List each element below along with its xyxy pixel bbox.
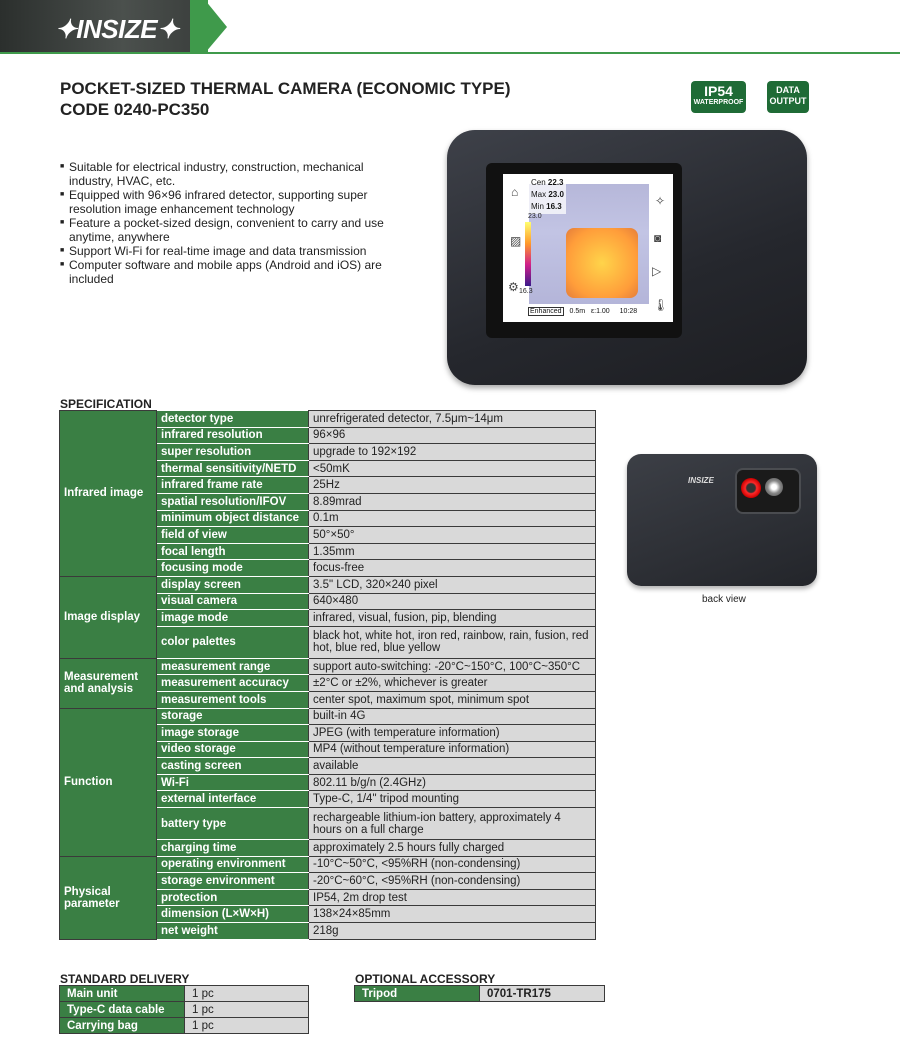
spec-value: 640×480 — [309, 593, 596, 610]
accessory-code: 0701-TR175 — [480, 986, 605, 1002]
spec-value: 50°×50° — [309, 527, 596, 544]
spec-value: 802.11 b/g/n (2.4GHz) — [309, 774, 596, 791]
standard-delivery-table — [59, 985, 309, 1034]
spec-value: <50mK — [309, 460, 596, 477]
optional-accessory-table — [354, 985, 605, 1002]
optional-accessory-heading: OPTIONAL ACCESSORY — [355, 972, 496, 986]
accessory-name: Tripod — [355, 986, 480, 1002]
visual-lens — [765, 478, 783, 496]
spec-label: measurement range — [157, 658, 309, 675]
spec-label: color palettes — [157, 626, 309, 658]
spec-category: Infrared image — [60, 411, 157, 577]
delivery-qty: 1 pc — [185, 986, 309, 1002]
spec-label: focusing mode — [157, 560, 309, 577]
spec-value: 96×96 — [309, 427, 596, 444]
data-output-line2: OUTPUT — [769, 96, 807, 106]
product-title — [60, 78, 511, 120]
spec-value: 8.89mrad — [309, 493, 596, 510]
spec-label: image storage — [157, 725, 309, 742]
feature-item: ■ Computer software and mobile apps (Android and iOS) are included — [60, 258, 400, 286]
back-view-caption: back view — [702, 594, 746, 605]
spec-value: support auto-switching: -20°C~150°C, 100°C~350°C — [309, 658, 596, 675]
spec-value: black hot, white hot, iron red, rainbow, rain, fusion, red hot, blue red, blue yellow — [309, 626, 596, 658]
spec-value: 25Hz — [309, 477, 596, 494]
spec-label: video storage — [157, 741, 309, 758]
spec-value: available — [309, 758, 596, 775]
spec-label: external interface — [157, 791, 309, 808]
standard-delivery-heading: STANDARD DELIVERY — [60, 972, 190, 986]
spec-label: infrared frame rate — [157, 477, 309, 494]
spec-label: dimension (L×W×H) — [157, 906, 309, 923]
spec-value: unrefrigerated detector, 7.5μm~14μm — [309, 411, 596, 428]
spec-label: image mode — [157, 610, 309, 627]
spec-value: IP54, 2m drop test — [309, 889, 596, 906]
delivery-item: Main unit — [60, 986, 185, 1002]
delivery-qty: 1 pc — [185, 1002, 309, 1018]
spec-label: protection — [157, 889, 309, 906]
color-scale-bar — [525, 222, 531, 286]
spec-category: Measurement and analysis — [60, 658, 157, 708]
spec-label: net weight — [157, 923, 309, 940]
spec-value: 218g — [309, 923, 596, 940]
spec-label: display screen — [157, 576, 309, 593]
scale-min-label: 16.3 — [519, 288, 533, 295]
table-row — [60, 1018, 309, 1034]
spec-value: ±2°C or ±2%, whichever is greater — [309, 675, 596, 692]
ip54-badge-subtitle: WATERPROOF — [693, 99, 744, 106]
camera-icon: ◙ — [654, 231, 662, 245]
back-logo: INSIZE — [688, 476, 714, 485]
spec-value: 0.1m — [309, 510, 596, 527]
spec-label: minimum object distance — [157, 510, 309, 527]
brand-logo: ✦INSIZE✦ — [55, 14, 179, 44]
product-code: CODE 0240-PC350 — [60, 100, 210, 119]
infrared-lens — [741, 478, 761, 498]
ip54-badge-title: IP54 — [704, 83, 733, 99]
spec-value: MP4 (without temperature information) — [309, 741, 596, 758]
spec-value: focus-free — [309, 560, 596, 577]
table-row — [60, 986, 309, 1002]
header-arrow — [205, 0, 227, 53]
spec-value: built-in 4G — [309, 708, 596, 725]
table-row — [60, 708, 596, 725]
table-row — [60, 411, 596, 428]
delivery-item: Carrying bag — [60, 1018, 185, 1034]
spec-value: -10°C~50°C, <95%RH (non-condensing) — [309, 856, 596, 873]
thermometer-icon: 🌡 — [653, 298, 669, 312]
table-row — [355, 986, 605, 1002]
specification-table — [59, 410, 596, 940]
spec-value: 1.35mm — [309, 543, 596, 560]
table-row — [60, 576, 596, 593]
feature-list — [60, 160, 400, 286]
scale-max-label: 23.0 — [528, 213, 542, 220]
delivery-qty: 1 pc — [185, 1018, 309, 1034]
hot-spot — [566, 228, 638, 298]
spec-label: visual camera — [157, 593, 309, 610]
spec-label: battery type — [157, 808, 309, 840]
temperature-readout: Cen 22.3 Max 23.0 Min 16.3 — [529, 176, 566, 214]
spec-value: approximately 2.5 hours fully charged — [309, 840, 596, 857]
ip54-badge — [691, 81, 746, 113]
spec-category: Function — [60, 708, 157, 856]
spec-label: measurement accuracy — [157, 675, 309, 692]
delivery-item: Type-C data cable — [60, 1002, 185, 1018]
feature-item: ■ Support Wi-Fi for real-time image and data transmission — [60, 244, 400, 258]
spec-label: spatial resolution/IFOV — [157, 493, 309, 510]
spec-label: measurement tools — [157, 691, 309, 708]
light-icon: ▷ — [652, 264, 662, 278]
spec-label: operating environment — [157, 856, 309, 873]
spec-value: rechargeable lithium-ion battery, approximately 4 hours on a full charge — [309, 808, 596, 840]
spec-value: infrared, visual, fusion, pip, blending — [309, 610, 596, 627]
data-output-line1: DATA — [776, 85, 800, 95]
feature-item: ■ Equipped with 96×96 infrared detector, supporting super resolution image enhancement technology — [60, 188, 400, 216]
settings-icon: ⚙ — [508, 280, 519, 294]
table-row — [60, 658, 596, 675]
spec-label: charging time — [157, 840, 309, 857]
home-icon: ⌂ — [511, 185, 519, 199]
specification-heading: SPECIFICATION — [60, 397, 152, 411]
spec-value: center spot, maximum spot, minimum spot — [309, 691, 596, 708]
spec-label: detector type — [157, 411, 309, 428]
feature-item: ■ Suitable for electrical industry, construction, mechanical industry, HVAC, etc. — [60, 160, 400, 188]
spec-value: upgrade to 192×192 — [309, 444, 596, 461]
spec-label: storage — [157, 708, 309, 725]
spec-label: field of view — [157, 527, 309, 544]
spec-value: 3.5" LCD, 320×240 pixel — [309, 576, 596, 593]
header-divider — [0, 52, 900, 54]
gallery-icon: ▨ — [510, 234, 522, 248]
spec-label: focal length — [157, 543, 309, 560]
spot-icon: ✧ — [655, 194, 666, 208]
spec-label: infrared resolution — [157, 427, 309, 444]
spec-category: Physical parameter — [60, 856, 157, 939]
spec-category: Image display — [60, 576, 157, 658]
table-row — [60, 1002, 309, 1018]
spec-label: storage environment — [157, 873, 309, 890]
data-output-badge — [767, 81, 809, 113]
spec-label: thermal sensitivity/NETD — [157, 460, 309, 477]
spec-value: JPEG (with temperature information) — [309, 725, 596, 742]
table-row — [60, 856, 596, 873]
spec-label: casting screen — [157, 758, 309, 775]
lcd-status-bar: Enhanced 0.5m ε:1.00 10:28 — [530, 308, 638, 315]
spec-value: 138×24×85mm — [309, 906, 596, 923]
spec-label: Wi-Fi — [157, 774, 309, 791]
spec-value: -20°C~60°C, <95%RH (non-condensing) — [309, 873, 596, 890]
spec-value: Type-C, 1/4" tripod mounting — [309, 791, 596, 808]
spec-label: super resolution — [157, 444, 309, 461]
product-name: POCKET-SIZED THERMAL CAMERA (ECONOMIC TYPE) — [60, 79, 511, 98]
feature-item: ■ Feature a pocket-sized design, convenient to carry and use anytime, anywhere — [60, 216, 400, 244]
